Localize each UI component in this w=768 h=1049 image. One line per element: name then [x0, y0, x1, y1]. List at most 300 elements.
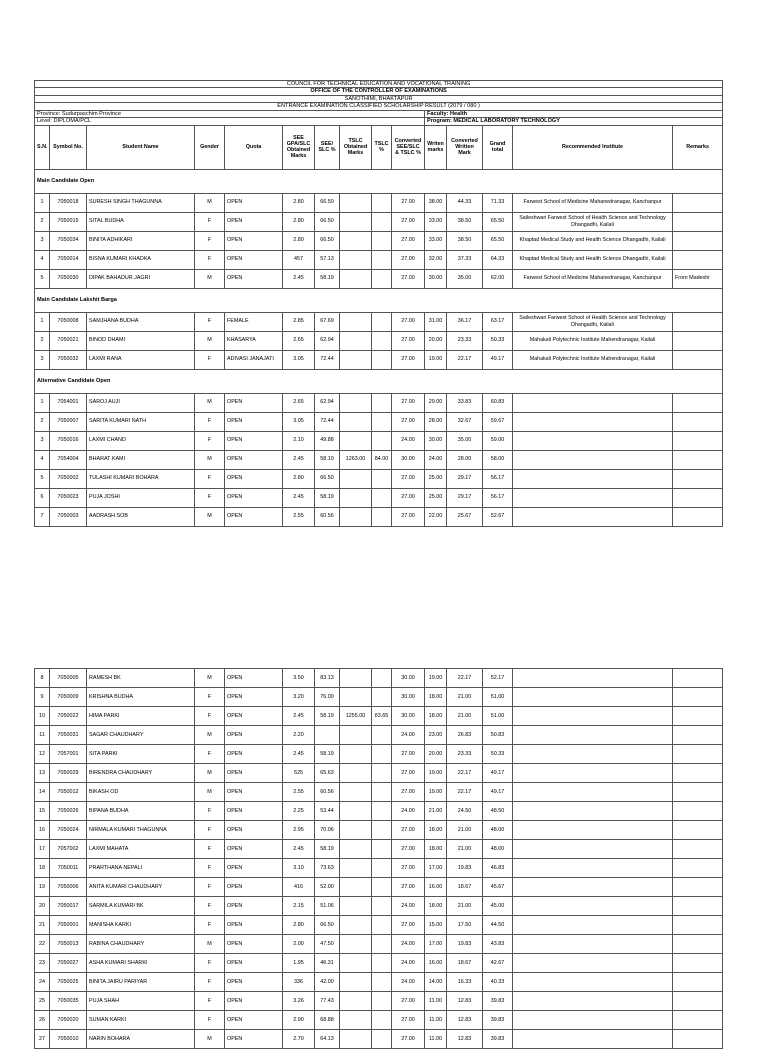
- cell-institute: [513, 859, 673, 878]
- cell-see-pct: [315, 726, 340, 745]
- cell-tslc-pct: [372, 897, 392, 916]
- cell-tslc-pct: [372, 783, 392, 802]
- cell-tslc-pct: [372, 488, 392, 507]
- cell-name: NARIN BOHARA: [87, 1030, 195, 1049]
- cell-written: 28.00: [425, 412, 447, 431]
- cell-institute: [513, 1011, 673, 1030]
- cell-institute: [513, 469, 673, 488]
- table-row: [35, 412, 723, 431]
- cell-see-gpa: 2.00: [283, 935, 315, 954]
- cell-symbol: 7050035: [50, 992, 87, 1011]
- cell-sn: 7: [35, 507, 50, 526]
- cell-conv-written: 37.33: [447, 250, 483, 269]
- col-grand: Grand total: [483, 125, 513, 169]
- cell-see-pct: 72.44: [315, 350, 340, 369]
- cell-tslc-marks: [340, 726, 372, 745]
- cell-tslc-pct: [372, 954, 392, 973]
- cell-symbol: 7050008: [50, 312, 87, 331]
- col-remarks: Remarks: [673, 125, 723, 169]
- table-row: [35, 688, 723, 707]
- cell-institute: [513, 783, 673, 802]
- cell-tslc-pct: [372, 669, 392, 688]
- cell-see-gpa: 3.26: [283, 992, 315, 1011]
- table-row: [35, 331, 723, 350]
- cell-see-pct: 64.13: [315, 1030, 340, 1049]
- cell-converted: 27.00: [392, 488, 425, 507]
- cell-conv-written: 29.17: [447, 488, 483, 507]
- cell-see-pct: 58.19: [315, 745, 340, 764]
- cell-name: SAGAR CHAUDHARY: [87, 726, 195, 745]
- col-symbol: Symbol No.: [50, 125, 87, 169]
- cell-gender: F: [195, 312, 225, 331]
- cell-converted: 24.00: [392, 726, 425, 745]
- cell-gender: M: [195, 269, 225, 288]
- cell-conv-written: 26.83: [447, 726, 483, 745]
- col-tslc-pct: TSLC %: [372, 125, 392, 169]
- cell-conv-written: 38.50: [447, 231, 483, 250]
- cell-grand: 39.83: [483, 992, 513, 1011]
- cell-name: ASHA KUMARI SHARKI: [87, 954, 195, 973]
- cell-see-gpa: 2.55: [283, 783, 315, 802]
- cell-see-gpa: 2.95: [283, 821, 315, 840]
- cell-tslc-marks: 1255.00: [340, 707, 372, 726]
- cell-converted: 27.00: [392, 269, 425, 288]
- cell-see-gpa: 2.80: [283, 231, 315, 250]
- cell-sn: 3: [35, 350, 50, 369]
- cell-quota: OPEN: [225, 450, 283, 469]
- cell-tslc-pct: [372, 431, 392, 450]
- cell-gender: M: [195, 507, 225, 526]
- cell-institute: [513, 745, 673, 764]
- cell-converted: 27.00: [392, 859, 425, 878]
- province-label: Province: Sudurpaschim Province: [35, 110, 425, 117]
- cell-name: RABINA CHAUDHARY: [87, 935, 195, 954]
- cell-gender: F: [195, 350, 225, 369]
- cell-quota: OPEN: [225, 726, 283, 745]
- cell-converted: 24.00: [392, 935, 425, 954]
- cell-tslc-pct: [372, 916, 392, 935]
- cell-symbol: 7050032: [50, 350, 87, 369]
- cell-see-gpa: 2.45: [283, 840, 315, 859]
- cell-conv-written: 22.17: [447, 764, 483, 783]
- table-row: [35, 802, 723, 821]
- cell-quota: OPEN: [225, 840, 283, 859]
- cell-converted: 27.00: [392, 193, 425, 212]
- cell-name: SARMILA KUMARI BK: [87, 897, 195, 916]
- cell-gender: F: [195, 859, 225, 878]
- cell-institute: Mahakali Polytechnic Institute Mahendranagar, Kailali: [513, 350, 673, 369]
- cell-converted: 27.00: [392, 412, 425, 431]
- cell-see-pct: 49.88: [315, 431, 340, 450]
- cell-written: 20.00: [425, 331, 447, 350]
- cell-see-gpa: 2.45: [283, 745, 315, 764]
- cell-see-gpa: 457: [283, 250, 315, 269]
- table-row: [35, 393, 723, 412]
- cell-grand: 50.33: [483, 745, 513, 764]
- cell-converted: 27.00: [392, 393, 425, 412]
- cell-tslc-pct: [372, 878, 392, 897]
- cell-grand: 59.67: [483, 412, 513, 431]
- cell-gender: M: [195, 764, 225, 783]
- cell-tslc-pct: [372, 726, 392, 745]
- cell-quota: OPEN: [225, 688, 283, 707]
- cell-tslc-marks: [340, 992, 372, 1011]
- cell-remarks: [673, 669, 723, 688]
- cell-sn: 22: [35, 935, 50, 954]
- cell-sn: 24: [35, 973, 50, 992]
- cell-gender: F: [195, 1011, 225, 1030]
- cell-remarks: [673, 992, 723, 1011]
- cell-conv-written: 25.67: [447, 507, 483, 526]
- col-sn: S.N.: [35, 125, 50, 169]
- cell-tslc-marks: [340, 231, 372, 250]
- cell-name: SUMAN KARKI: [87, 1011, 195, 1030]
- cell-remarks: [673, 726, 723, 745]
- cell-conv-written: 22.17: [447, 783, 483, 802]
- table-row: [35, 973, 723, 992]
- cell-see-pct: 51.06: [315, 897, 340, 916]
- cell-tslc-marks: [340, 1011, 372, 1030]
- cell-grand: 56.17: [483, 488, 513, 507]
- cell-converted: 27.00: [392, 745, 425, 764]
- cell-tslc-pct: [372, 840, 392, 859]
- result-table-page-1: [34, 80, 723, 527]
- table-row: [35, 935, 723, 954]
- cell-quota: OPEN: [225, 193, 283, 212]
- table-row: [35, 707, 723, 726]
- cell-name: BINOD DHAMI: [87, 331, 195, 350]
- cell-quota: OPEN: [225, 745, 283, 764]
- cell-see-gpa: 3.20: [283, 688, 315, 707]
- table-row: [35, 764, 723, 783]
- cell-name: BIRENDRA CHAUDHARY: [87, 764, 195, 783]
- cell-remarks: From Madeshi: [673, 269, 723, 288]
- cell-tslc-pct: [372, 859, 392, 878]
- cell-gender: F: [195, 707, 225, 726]
- cell-see-gpa: 2.25: [283, 802, 315, 821]
- cell-conv-written: 44.33: [447, 193, 483, 212]
- cell-written: 19.00: [425, 783, 447, 802]
- cell-grand: 50.83: [483, 726, 513, 745]
- table-row: [35, 1030, 723, 1049]
- col-converted: Converted SEE/SLC & TSLC %: [392, 125, 425, 169]
- cell-name: LAXMI MAHATA: [87, 840, 195, 859]
- cell-institute: [513, 916, 673, 935]
- cell-see-pct: 58.19: [315, 840, 340, 859]
- cell-see-pct: 66.50: [315, 193, 340, 212]
- cell-name: KRISHNA BUDHA: [87, 688, 195, 707]
- cell-written: 38.00: [425, 193, 447, 212]
- cell-written: 21.00: [425, 802, 447, 821]
- cell-converted: 24.00: [392, 802, 425, 821]
- cell-tslc-marks: [340, 935, 372, 954]
- cell-sn: 2: [35, 212, 50, 231]
- cell-see-gpa: 2.55: [283, 507, 315, 526]
- table-row: [35, 250, 723, 269]
- cell-sn: 14: [35, 783, 50, 802]
- cell-see-pct: 77.43: [315, 992, 340, 1011]
- cell-written: 16.00: [425, 954, 447, 973]
- cell-symbol: 7050030: [50, 269, 87, 288]
- cell-symbol: 7050013: [50, 935, 87, 954]
- cell-sn: 5: [35, 469, 50, 488]
- office-address: SANOTHIMI, BHAKTAPUR: [35, 95, 723, 102]
- cell-institute: Saileshwari Farwest School of Health Science and Technology Dhangadhi, Kailali: [513, 212, 673, 231]
- cell-remarks: [673, 1030, 723, 1049]
- section-header-row: [35, 369, 723, 393]
- cell-tslc-pct: [372, 469, 392, 488]
- cell-remarks: [673, 897, 723, 916]
- cell-quota: OPEN: [225, 669, 283, 688]
- cell-tslc-marks: [340, 878, 372, 897]
- cell-conv-written: 38.50: [447, 212, 483, 231]
- cell-converted: 24.00: [392, 431, 425, 450]
- cell-institute: Khaptad Medical Study and Health Science Dhangadhi, Kailali: [513, 250, 673, 269]
- cell-symbol: 7050014: [50, 250, 87, 269]
- cell-remarks: [673, 707, 723, 726]
- cell-tslc-pct: 84.00: [372, 450, 392, 469]
- cell-conv-written: 21.00: [447, 707, 483, 726]
- cell-grand: 65.50: [483, 231, 513, 250]
- cell-grand: 50.33: [483, 331, 513, 350]
- cell-tslc-pct: [372, 231, 392, 250]
- cell-quota: OPEN: [225, 764, 283, 783]
- cell-tslc-pct: [372, 764, 392, 783]
- cell-converted: 27.00: [392, 1030, 425, 1049]
- cell-tslc-marks: [340, 331, 372, 350]
- cell-gender: M: [195, 450, 225, 469]
- cell-gender: F: [195, 973, 225, 992]
- cell-remarks: [673, 1011, 723, 1030]
- cell-written: 23.00: [425, 726, 447, 745]
- cell-grand: 48.00: [483, 840, 513, 859]
- cell-symbol: 7050029: [50, 764, 87, 783]
- cell-tslc-pct: [372, 1011, 392, 1030]
- table-row: [35, 507, 723, 526]
- cell-institute: Mahakali Polytechnic Institute Mahendranagar, Kailali: [513, 331, 673, 350]
- cell-name: LAXMI RANA: [87, 350, 195, 369]
- cell-tslc-pct: [372, 312, 392, 331]
- cell-see-gpa: 2.45: [283, 269, 315, 288]
- cell-converted: 27.00: [392, 250, 425, 269]
- cell-gender: M: [195, 669, 225, 688]
- cell-grand: 60.83: [483, 393, 513, 412]
- cell-quota: OPEN: [225, 1011, 283, 1030]
- cell-institute: [513, 1030, 673, 1049]
- cell-tslc-marks: [340, 312, 372, 331]
- col-conv-written: Converted Written Mark: [447, 125, 483, 169]
- cell-see-gpa: 336: [283, 973, 315, 992]
- cell-see-pct: 67.69: [315, 312, 340, 331]
- faculty-label: Faculty: Health: [425, 110, 723, 117]
- cell-tslc-marks: [340, 212, 372, 231]
- cell-converted: 27.00: [392, 469, 425, 488]
- cell-symbol: 7050011: [50, 859, 87, 878]
- cell-quota: OPEN: [225, 250, 283, 269]
- cell-name: AADRASH SOB: [87, 507, 195, 526]
- cell-tslc-marks: [340, 859, 372, 878]
- cell-symbol: 7050031: [50, 726, 87, 745]
- cell-see-pct: 57.13: [315, 250, 340, 269]
- cell-conv-written: 21.00: [447, 840, 483, 859]
- cell-conv-written: 16.33: [447, 973, 483, 992]
- cell-see-pct: 73.63: [315, 859, 340, 878]
- cell-symbol: 7054004: [50, 450, 87, 469]
- cell-written: 30.00: [425, 269, 447, 288]
- cell-quota: OPEN: [225, 231, 283, 250]
- cell-grand: 59.00: [483, 431, 513, 450]
- cell-grand: 51.00: [483, 707, 513, 726]
- cell-converted: 27.00: [392, 992, 425, 1011]
- cell-tslc-pct: [372, 1030, 392, 1049]
- cell-see-gpa: 3.10: [283, 859, 315, 878]
- cell-converted: 24.00: [392, 897, 425, 916]
- cell-institute: [513, 431, 673, 450]
- cell-gender: F: [195, 802, 225, 821]
- cell-sn: 16: [35, 821, 50, 840]
- cell-name: SITAL BUDHA: [87, 212, 195, 231]
- cell-converted: 27.00: [392, 350, 425, 369]
- cell-converted: 24.00: [392, 954, 425, 973]
- cell-symbol: 7050024: [50, 821, 87, 840]
- cell-institute: [513, 688, 673, 707]
- cell-tslc-marks: [340, 764, 372, 783]
- cell-gender: F: [195, 431, 225, 450]
- cell-tslc-pct: [372, 821, 392, 840]
- cell-name: SITA PARKI: [87, 745, 195, 764]
- result-table-page-2: [34, 668, 723, 1049]
- cell-sn: 3: [35, 231, 50, 250]
- cell-grand: 44.50: [483, 916, 513, 935]
- cell-sn: 18: [35, 859, 50, 878]
- cell-written: 31.00: [425, 312, 447, 331]
- cell-institute: [513, 393, 673, 412]
- cell-grand: 48.00: [483, 821, 513, 840]
- cell-tslc-pct: [372, 350, 392, 369]
- cell-quota: OPEN: [225, 507, 283, 526]
- cell-written: 18.00: [425, 688, 447, 707]
- cell-grand: 49.17: [483, 764, 513, 783]
- cell-tslc-marks: [340, 954, 372, 973]
- cell-sn: 2: [35, 412, 50, 431]
- cell-see-gpa: 2.90: [283, 1011, 315, 1030]
- table-row: [35, 821, 723, 840]
- cell-tslc-pct: [372, 802, 392, 821]
- cell-converted: 30.00: [392, 669, 425, 688]
- cell-sn: 26: [35, 1011, 50, 1030]
- cell-remarks: [673, 231, 723, 250]
- cell-conv-written: 17.50: [447, 916, 483, 935]
- cell-grand: 51.00: [483, 688, 513, 707]
- cell-gender: F: [195, 878, 225, 897]
- cell-symbol: 7050025: [50, 973, 87, 992]
- cell-quota: OPEN: [225, 859, 283, 878]
- cell-see-pct: 66.50: [315, 916, 340, 935]
- cell-name: TULASHI KUMARI BOHARA: [87, 469, 195, 488]
- cell-quota: OPEN: [225, 212, 283, 231]
- cell-tslc-marks: [340, 897, 372, 916]
- cell-symbol: 7050010: [50, 1030, 87, 1049]
- cell-converted: 27.00: [392, 231, 425, 250]
- cell-remarks: [673, 312, 723, 331]
- cell-tslc-marks: [340, 840, 372, 859]
- table-row: [35, 745, 723, 764]
- cell-institute: [513, 412, 673, 431]
- cell-gender: F: [195, 916, 225, 935]
- cell-tslc-pct: [372, 745, 392, 764]
- cell-tslc-marks: [340, 802, 372, 821]
- cell-quota: OPEN: [225, 992, 283, 1011]
- cell-gender: M: [195, 193, 225, 212]
- cell-institute: [513, 488, 673, 507]
- col-see-pct: SEE/ SLC %: [315, 125, 340, 169]
- cell-tslc-marks: [340, 350, 372, 369]
- cell-see-gpa: 2.80: [283, 469, 315, 488]
- cell-conv-written: 21.00: [447, 897, 483, 916]
- cell-conv-written: 23.33: [447, 331, 483, 350]
- cell-remarks: [673, 821, 723, 840]
- cell-name: PUJA JOSHI: [87, 488, 195, 507]
- cell-gender: F: [195, 821, 225, 840]
- cell-remarks: [673, 431, 723, 450]
- cell-quota: OPEN: [225, 916, 283, 935]
- cell-grand: 52.17: [483, 669, 513, 688]
- cell-see-pct: 52.00: [315, 878, 340, 897]
- cell-conv-written: 23.33: [447, 745, 483, 764]
- cell-name: DIPAK BAHADUR JAGRI: [87, 269, 195, 288]
- cell-gender: M: [195, 331, 225, 350]
- cell-see-gpa: 2.65: [283, 393, 315, 412]
- cell-symbol: 7050003: [50, 507, 87, 526]
- cell-see-pct: 53.44: [315, 802, 340, 821]
- cell-tslc-pct: [372, 935, 392, 954]
- cell-name: HIMA PARKI: [87, 707, 195, 726]
- cell-see-gpa: 2.45: [283, 488, 315, 507]
- section-header-row: [35, 169, 723, 193]
- cell-conv-written: 12.83: [447, 1030, 483, 1049]
- cell-grand: 45.67: [483, 878, 513, 897]
- cell-sn: 10: [35, 707, 50, 726]
- cell-see-gpa: 2.45: [283, 450, 315, 469]
- cell-grand: 63.17: [483, 312, 513, 331]
- cell-remarks: [673, 973, 723, 992]
- cell-gender: M: [195, 726, 225, 745]
- cell-gender: F: [195, 745, 225, 764]
- cell-see-gpa: 3.05: [283, 350, 315, 369]
- cell-remarks: [673, 250, 723, 269]
- cell-institute: [513, 840, 673, 859]
- cell-converted: 27.00: [392, 312, 425, 331]
- col-tslc-marks: TSLC Obtained Marks: [340, 125, 372, 169]
- cell-remarks: [673, 935, 723, 954]
- cell-converted: 27.00: [392, 878, 425, 897]
- cell-sn: 13: [35, 764, 50, 783]
- cell-symbol: 7050017: [50, 897, 87, 916]
- cell-gender: M: [195, 393, 225, 412]
- cell-gender: F: [195, 250, 225, 269]
- cell-tslc-marks: [340, 821, 372, 840]
- cell-sn: 4: [35, 250, 50, 269]
- cell-quota: OPEN: [225, 802, 283, 821]
- cell-converted: 30.00: [392, 707, 425, 726]
- cell-see-gpa: 2.80: [283, 212, 315, 231]
- cell-converted: 27.00: [392, 1011, 425, 1030]
- cell-conv-written: 32.67: [447, 412, 483, 431]
- cell-sn: 15: [35, 802, 50, 821]
- cell-see-pct: 42.00: [315, 973, 340, 992]
- cell-written: 19.00: [425, 764, 447, 783]
- cell-grand: 71.33: [483, 193, 513, 212]
